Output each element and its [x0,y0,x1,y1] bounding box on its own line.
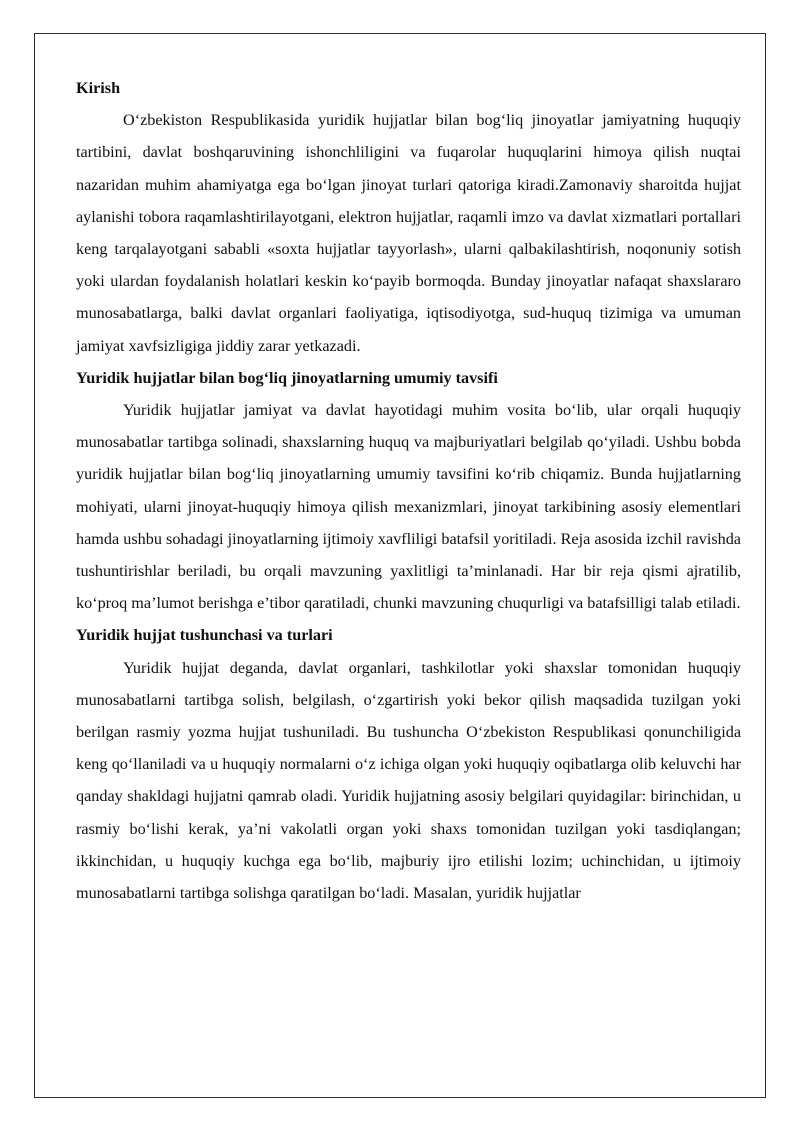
intro-heading: Kirish [76,79,121,97]
section2-paragraph: Yuridik hujjat deganda, davlat organlari, tashkilotlar yoki shaxslar tomonidan huquqiy munosabatlarni tartibga solish, belgilash, o‘zgartirish yoki bekor qilish maqsadida tuzilgan yoki berilgan rasmiy yozma hujjat tushuniladi. Bu tushuncha O‘zbekiston Respublikasi qonunchiligida keng qo‘llaniladi va u huquqiy normalarni o‘z ichiga olgan yoki huquqiy oqibatlarga olib keluvchi har qanday shakldagi hujjatni qamrab oladi. Yuridik hujjatning asosiy belgilari quyidagilar: birinchidan, u rasmiy bo‘lishi kerak, ya’ni vakolatli organ yoki shaxs tomonidan tuzilgan yoki tasdiqlangan; ikkinchidan, u huquqiy kuchga ega bo‘lib, majburiy ijro etilishi lozim; uchinchidan, u ijtimoiy munosabatlarni tartibga solishga qaratilgan bo‘ladi. Masalan, yuridik hujjatlar [76,658,741,903]
section1-heading: Yuridik hujjatlar bilan bog‘liq jinoyatlarning umumiy tavsifi [76,368,498,387]
intro-paragraph: O‘zbekiston Respublikasida yuridik hujjatlar bilan bog‘liq jinoyatlar jamiyatning huquqiy tartibini, davlat boshqaruvining ishonchliligini va fuqarolar huquqlarini himoya qilish nuqtai nazaridan muhim ahamiyatga ega bo‘lgan jinoyat turlari qatoriga kiradi.Zamonaviy sharoitda hujjat aylanishi tobora raqamlashtirilayotgani, elektron hujjatlar, raqamli imzo va davlat xizmatlari portallari keng tarqalayotgani sababli «soxta hujjatlar tayyorlash», ularni qalbakilashtirish, noqonuniy sotish yoki ulardan foydalanish holatlari keskin ko‘payib bormoqda. Bunday jinoyatlar nafaqat shaxslararo munosabatlarga, balki davlat organlari faoliyatiga, iqtisodiyotga, sud-huquq tizimiga va umuman jamiyat xavfsizligiga jiddiy zarar yetkazadi. [76,111,741,355]
section1-paragraph: Yuridik hujjatlar jamiyat va davlat hayotidagi muhim vosita bo‘lib, ular orqali huquqiy munosabatlar tartibga solinadi, shaxslarning huquq va majburiyatlari belgilab qo‘yiladi. Ushbu bobda yuridik hujjatlar bilan bog‘liq jinoyatlarning umumiy tavsifini ko‘rib chiqamiz. Bunda hujjatlarning mohiyati, ularni jinoyat-huquqiy himoya qilish mexanizmlari, jinoyat tarkibining asosiy elementlari hamda ushbu sohadagi jinoyatlarning ijtimoiy xavfliligi batafsil yoritiladi. Reja asosida izchil ravishda tushuntirishlar beriladi, bu orqali mavzuning yaxlitligi ta’minlanadi. Har bir reja qismi ajratilib, ko‘proq ma’lumot berishga e’tibor qaratiladi, chunki mavzuning chuqurligi va batafsilligi talab etiladi. [76,401,741,613]
section2-heading: Yuridik hujjat tushunchasi va turlari [76,626,333,645]
document-body [76,72,741,909]
